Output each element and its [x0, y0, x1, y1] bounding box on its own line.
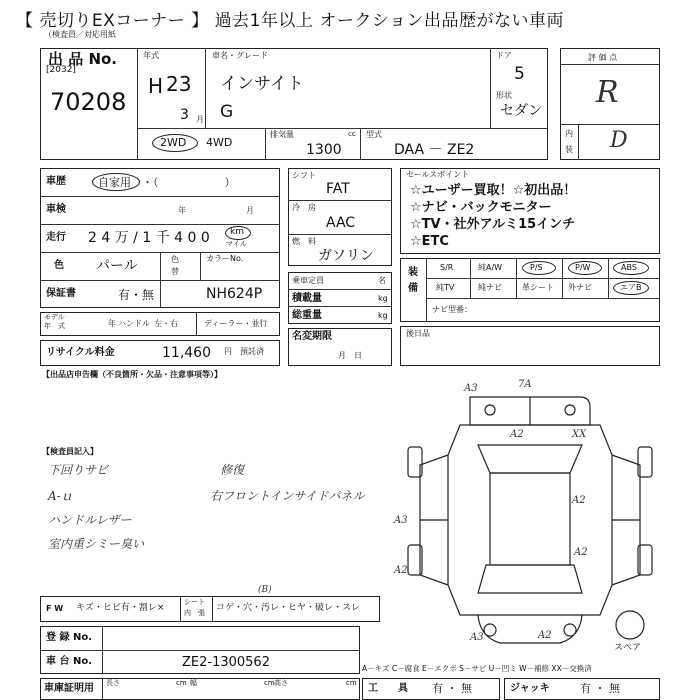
capacity-unit: 名	[378, 276, 386, 285]
car-name: インサイト	[220, 74, 304, 94]
capacity-label: 乗車定員	[292, 276, 324, 285]
year-value: 23	[166, 72, 192, 96]
jack-value: 有 ・ 無	[580, 682, 620, 695]
mileage-unit-km: km	[230, 227, 244, 237]
cert-height: 高さ	[274, 679, 288, 687]
damage-legend: A－キズ C－腐食 E－エクボ S－サビ U－凹ミ W－補修 XX－交換済	[362, 664, 592, 673]
seat-label-1: シート	[184, 598, 205, 606]
lot-stamp: [2032]	[46, 65, 76, 75]
inspection-year-unit: 年	[178, 206, 186, 215]
equipment-label-1: 装	[408, 267, 418, 278]
cert-cm-1: cm	[176, 679, 187, 687]
model-value: DAA － ZE2	[394, 142, 475, 158]
store-notes-label: 【出品店申告欄（不良箇所・欠品・注意事項等）】	[42, 370, 222, 379]
ac-label: 冷 房	[292, 203, 316, 212]
interior-label-2: 装	[565, 145, 573, 154]
cert-label: 車庫証明用	[44, 683, 94, 694]
recycle-unit: 円	[224, 347, 232, 356]
equip-alloy: 純A/W	[478, 263, 503, 272]
ac-value: AAC	[326, 215, 356, 231]
fuel-value: ガソリン	[318, 248, 374, 264]
load-unit: kg	[378, 294, 388, 303]
change-unit: 月 日	[338, 351, 362, 360]
load-label: 積載量	[292, 293, 322, 304]
chassis-label: 車 台 No.	[46, 656, 93, 667]
displacement-unit: cc	[348, 130, 356, 138]
car-grade: G	[220, 102, 234, 122]
tools-value: 有 ・ 無	[432, 682, 472, 695]
inspector-note-1: 下回りサビ	[48, 463, 109, 477]
body-label: 形状	[496, 91, 512, 100]
month-value: 3	[180, 107, 189, 123]
inspector-note-right-1: 修復	[220, 463, 245, 477]
sales-point-4: ☆ETC	[410, 234, 449, 249]
mark-a3-left: A3	[394, 515, 408, 526]
color-value: パール	[96, 258, 138, 274]
weight-label: 総重量	[292, 310, 322, 321]
navi-model-label: ナビ型番：	[432, 305, 472, 314]
cert-width: 幅	[190, 679, 197, 687]
shift-label: シフト	[292, 171, 316, 180]
grade-score: R	[596, 75, 619, 110]
equip-navi: 純ナビ	[478, 283, 502, 292]
mark-xx-right: XX	[572, 429, 587, 440]
mark-7a-top: 7A	[518, 379, 532, 390]
spare-label: スペア	[614, 643, 642, 653]
form-subtitle: （検査員／対応用紙	[44, 30, 116, 39]
fuel-label: 燃 料	[292, 237, 316, 246]
displacement-value: 1300	[306, 142, 342, 158]
mileage-label: 走行	[46, 232, 66, 243]
car-damage-diagram	[390, 375, 660, 665]
equip-leather: 革シート	[522, 283, 554, 292]
inspection-month-unit: 月	[246, 206, 254, 215]
interior-label-1: 内	[565, 129, 573, 138]
jack-label: ジャッキ	[510, 683, 550, 694]
history-rest: ・（ ）	[142, 176, 236, 189]
reg-label: 登 録 No.	[46, 632, 93, 643]
handle-value: 左・右	[154, 319, 178, 328]
handle-label: ハンドル	[118, 319, 150, 328]
fw-text: キズ・ヒビ有・割レ×	[76, 603, 165, 613]
fw-annotation: (B)	[258, 585, 272, 595]
interior-score: D	[610, 128, 628, 153]
recycle-note: 預託済	[240, 347, 264, 356]
later-items-label: 後日品	[406, 329, 430, 338]
dealer-label: ディーラー・並行	[204, 319, 268, 328]
equip-ps: P/S	[530, 263, 543, 272]
fw-label: F W	[46, 604, 64, 613]
mark-a2-bottom: A2	[538, 630, 552, 641]
mileage-value: 2 4 万 / 1 千 4 0 0	[88, 230, 210, 246]
inspector-note-right-2: 右フロントインサイドパネル	[210, 489, 365, 503]
sales-point-2: ☆ナビ・バックモニター	[410, 200, 552, 215]
recycle-label: リサイクル料金	[46, 347, 115, 358]
shift-value: FAT	[326, 181, 350, 197]
color-change-1: 色	[171, 255, 179, 264]
mark-a3-bottom: A3	[470, 632, 484, 643]
equip-tv: 純TV	[436, 283, 455, 292]
grade-label: 評 価 点	[588, 53, 618, 62]
model-year-label-1: モデル	[44, 313, 65, 321]
inspector-note-4: 室内重シミー臭い	[48, 537, 145, 551]
inspection-label: 車検	[46, 204, 66, 215]
body-value: セダン	[500, 103, 543, 119]
drive-4wd: 4WD	[206, 136, 233, 149]
sales-point-3: ☆TV・社外アルミ15インチ	[410, 217, 576, 232]
sales-point-1: ☆ユーザー買取！☆初出品！	[410, 183, 577, 198]
equip-airbag: エアB	[620, 283, 642, 292]
mark-a2-right-rear: A2	[574, 547, 588, 558]
recycle-amount: 11,460	[162, 345, 211, 361]
color-label: 色	[54, 260, 64, 271]
sales-points-label: セールスポイント	[406, 170, 470, 179]
warranty-value: 有・無	[118, 288, 155, 302]
month-unit: 月	[196, 115, 204, 124]
weight-unit: kg	[378, 311, 388, 320]
doors-label: ドア	[496, 51, 512, 60]
lot-number: 70208	[50, 88, 127, 116]
mark-a3-top: A3	[464, 383, 478, 394]
doors-value: 5	[514, 64, 525, 84]
mark-a2-right: A2	[572, 495, 586, 506]
cert-length: 長さ	[106, 679, 120, 687]
banner-title: 【 売切りEXコーナー 】 過去1年以上 オークション出品歴がない車両	[16, 11, 564, 31]
cert-cm-2: cm	[264, 679, 275, 687]
change-label: 名変期限	[292, 331, 332, 342]
seat-label-2: 内 張	[184, 609, 205, 617]
equip-pw: P/W	[575, 263, 591, 272]
drive-2wd: 2WD	[160, 136, 187, 149]
model-label: 型式	[366, 130, 382, 139]
color-no-value: NH624P	[206, 286, 263, 302]
inspector-note-3: ハンドルレザー	[48, 513, 132, 527]
mark-a2-hood: A2	[510, 429, 524, 440]
seat-text: コゲ・穴・汚レ・ヒヤ・破レ・スレ	[216, 603, 361, 613]
equip-ext-navi: 外ナビ	[568, 283, 592, 292]
history-circled: 自家用	[98, 176, 131, 189]
color-no-label: カラーNo.	[206, 254, 244, 263]
model-year-unit: 年	[108, 319, 116, 328]
equip-abs: ABS	[621, 263, 637, 272]
equipment-label-2: 備	[408, 283, 418, 294]
model-year-label-2: 年 式	[44, 322, 65, 330]
displacement-label: 排気量	[270, 130, 294, 139]
name-label: 車名・グレード	[212, 51, 268, 60]
cert-cm-3: cm	[346, 679, 357, 687]
history-label: 車歴	[46, 176, 66, 187]
inspector-label: 【検査員記入】	[42, 447, 98, 456]
color-change-2: 替	[171, 267, 179, 276]
year-era: H	[148, 74, 164, 98]
tools-label: 工 具	[368, 683, 408, 694]
later-items-box	[400, 326, 660, 366]
mark-a2-left: A2	[394, 565, 408, 576]
chassis-value: ZE2-1300562	[182, 655, 270, 670]
equip-sr: S/R	[440, 263, 454, 272]
inspector-note-2: A-ｕ	[48, 489, 73, 503]
year-label: 年式	[143, 51, 159, 60]
mileage-unit-mile: マイル	[226, 240, 247, 248]
lot-label: 出 品 No.	[48, 50, 118, 68]
warranty-label: 保証書	[46, 288, 76, 299]
